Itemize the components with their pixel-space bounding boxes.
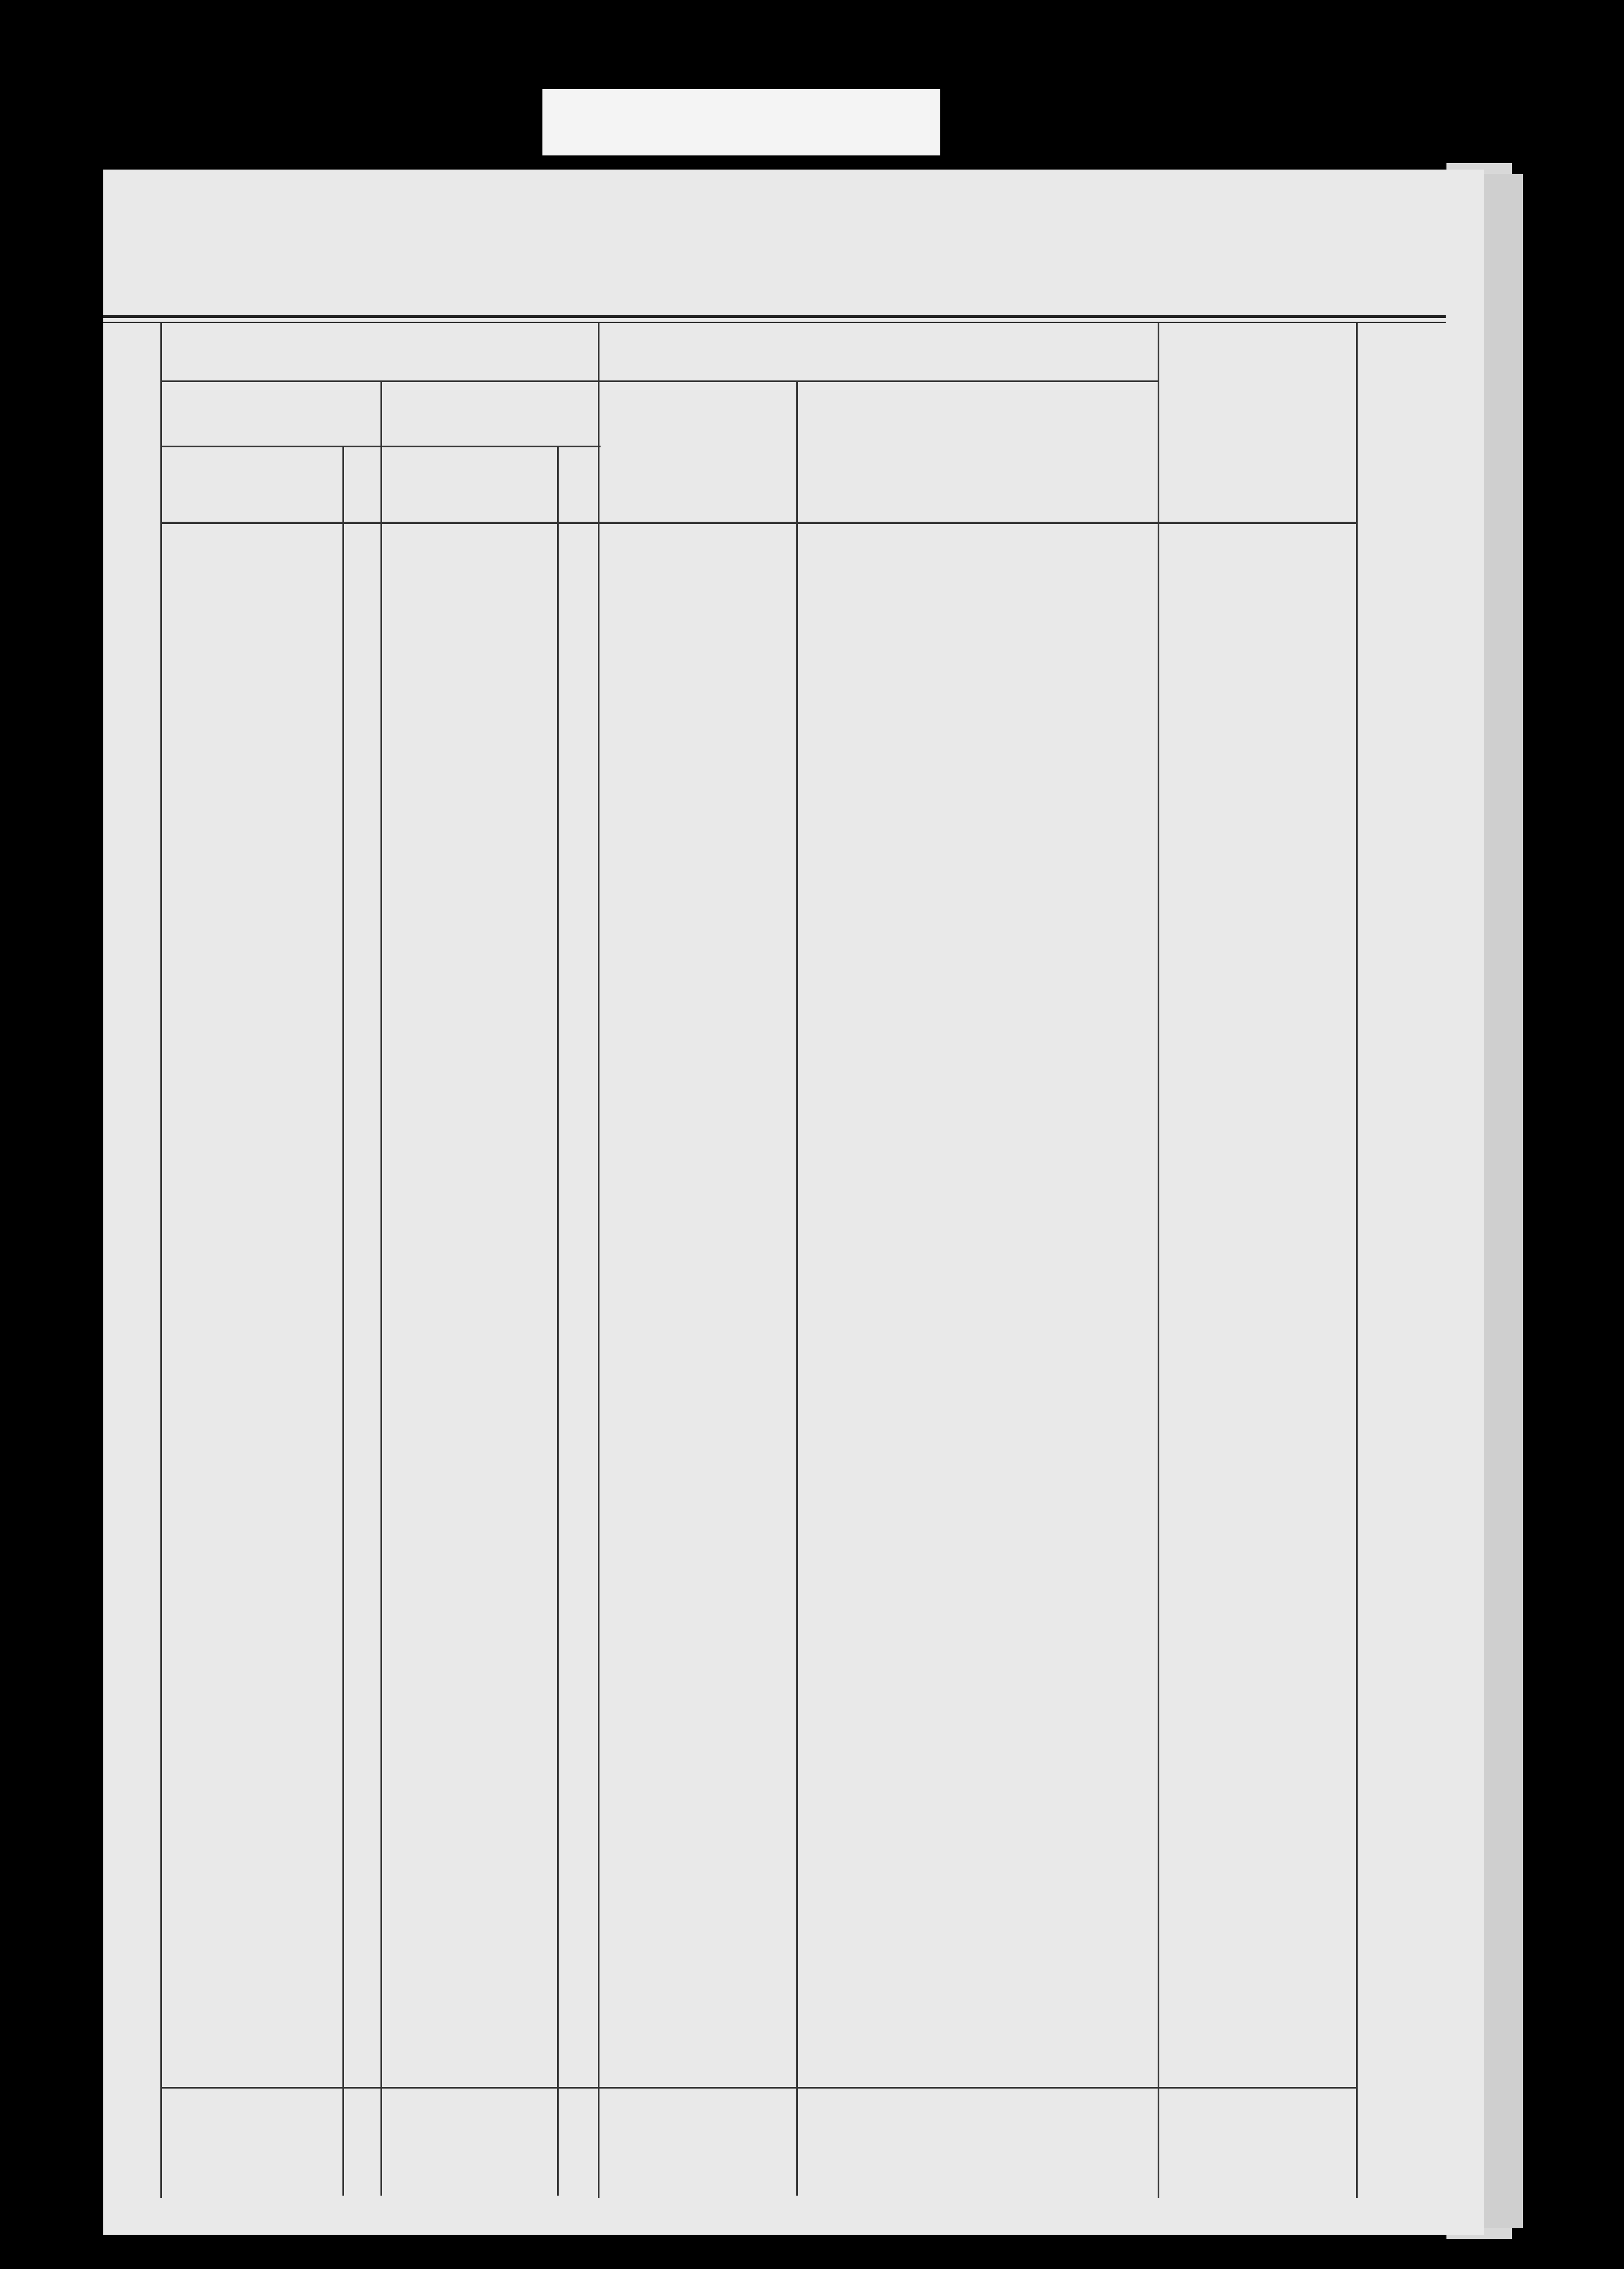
header-line [160, 522, 1356, 524]
entry-religion-vertical [669, 625, 717, 2065]
column-line [598, 323, 599, 2198]
header-age-arrived [342, 451, 380, 516]
column-line [1356, 323, 1358, 2198]
bottom-line [160, 2087, 1356, 2089]
column-line [342, 446, 344, 2196]
top-rule [103, 315, 1446, 318]
header-line [598, 380, 1158, 382]
column-line [1158, 323, 1159, 2198]
top-rule-thin [103, 322, 1446, 323]
column-line [160, 323, 162, 2198]
header-age-departed [557, 451, 598, 516]
header-line [160, 446, 601, 447]
column-line [557, 446, 559, 2196]
column-line [380, 380, 382, 2196]
column-line [796, 380, 798, 2196]
register-page [103, 170, 1484, 2235]
faded-document-label [542, 89, 940, 155]
